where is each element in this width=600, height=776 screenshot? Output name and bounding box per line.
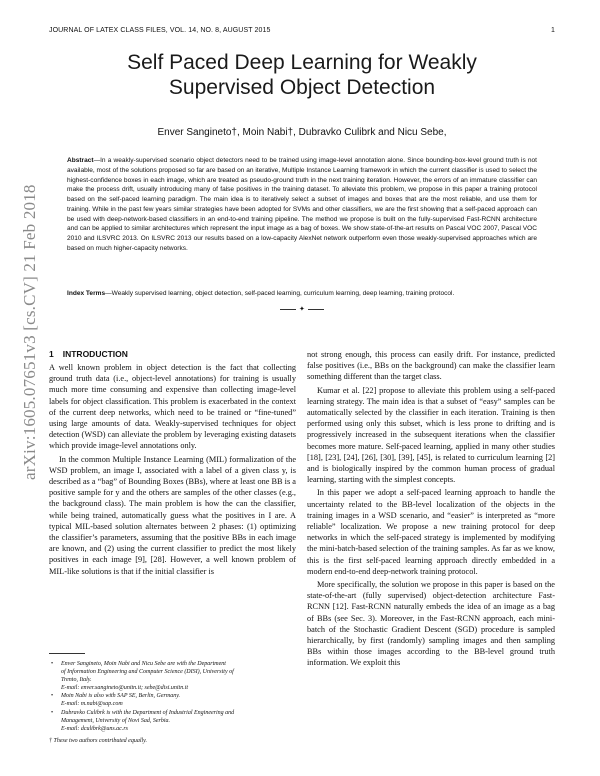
title-line-1: Self Paced Deep Learning for Weakly xyxy=(127,51,477,74)
footnotes xyxy=(49,660,296,745)
index-terms xyxy=(67,289,537,298)
arxiv-sidebar xyxy=(0,0,40,776)
section-heading-introduction xyxy=(49,349,128,359)
footnote-bullet: • xyxy=(51,693,54,700)
equal-contribution-note: † These two authors contributed equally. xyxy=(49,737,147,744)
abstract xyxy=(67,156,537,254)
footnote-line: E-mail: enver.sangineto@unitn.it; sebe@disi.unitn.it xyxy=(61,685,189,692)
body-paragraph: A well known problem in object detection is the fact that collecting ground truth data (i.e., object-level annotations) for training is usually much more time consuming and expensive than collecting image-level labels for object classification. This problem is exacerbated in the context of the current deep networks, which need to be trained or “fine-tuned” using large amounts of data. Weakly-supervised techniques for object detection (WSD) can alleviate the problem by leveraging existing datasets which provide image-level annotations only. xyxy=(49,363,296,451)
footnote-line: Moin Nabi is also with SAP SE, Berlin, Germany. xyxy=(61,693,181,700)
footnote-affiliation-2 xyxy=(49,692,296,708)
arxiv-identifier: arXiv:1605.07651v3 [cs.CV] 21 Feb 2018 xyxy=(20,184,39,480)
abstract-text: —In a weakly-supervised scenario object detectors need to be trained using image-level annotation alone. Since bounding-box-level ground truth is not available, most of the solutions proposed so far are based on an iterative, Multiple Instance Learning framework in which the current classifier is used to select the highest-confidence boxes in each image, which are treated as pseudo-ground truth in the next training iteration. However, the errors of an immature classifier can make the process drift, usually introducing many of false positives in the training dataset. To alleviate this problem, we propose in this paper a training protocol based on the self-paced learning paradigm. The main idea is to iteratively select a subset of images and boxes that are the most reliable, and use them for training. While in the past few years similar strategies have been adopted for SVMs and other classifiers, we are the first showing that a self-paced approach can be used with deep-network-based classifiers in an end-to-end training pipeline. The method we propose is built on the fully-supervised Fast-RCNN architecture and can be applied to similar architectures which represent the input image as a bag of boxes. We show state-of-the-art results on Pascal VOC 2007, Pascal VOC 2010 and ILSVRC 2013. On ILSVRC 2013 our results based on a low-capacity AlexNet network outperform even those weakly-supervised approaches which are based on much higher-capacity networks. xyxy=(67,157,537,252)
index-terms-label: Index Terms xyxy=(67,290,106,297)
left-column xyxy=(49,362,296,577)
divider-line-right xyxy=(308,309,324,310)
abstract-label: Abstract xyxy=(67,157,94,164)
body-paragraph: Kumar et al. [22] propose to alleviate this problem using a self-paced learning strategy. The main idea is that a subset of “easy” samples can be automatically selected by the classifier in each iteration. Training is then performed using only this subset, which is less prone to drifting and is progressively increased in the subsequent iterations when the classifier becomes more mature. Self-paced learning, applied in many other studies [18], [23], [24], [26], [30], [39], [45], is related to curriculum learning [2] and is biologically inspired by the common human process of gradual learning, starting with the simplest concepts. xyxy=(307,385,555,485)
right-column xyxy=(307,349,555,669)
footnote-line: of Information Engineering and Computer Science (DISI), University of xyxy=(61,669,234,676)
footnote-affiliation-1 xyxy=(49,660,296,692)
section-number: 1 xyxy=(49,349,54,359)
divider-diamond-icon: ✦ xyxy=(299,305,305,313)
body-paragraph: In this paper we adopt a self-paced learning approach to handle the uncertainty related to the BB-level localization of the objects in the training images in a WSD scenario, and “easier” is interpreted as “more reliable” localization. We propose a new training protocol for deep networks in which the self-paced strategy is implemented by modifying the mini-batch-based selection of the training samples. As far as we know, this is the first self-paced learning approach directly embedded in a modern end-to-end deep-network training protocol. xyxy=(307,488,555,576)
divider-line-left xyxy=(280,309,296,310)
journal-name: JOURNAL OF LATEX CLASS FILES, VOL. 14, NO. 8, AUGUST 2015 xyxy=(49,27,271,34)
footnote-line: Enver Sangineto, Moin Nabi and Nicu Sebe are with the Department xyxy=(61,661,226,667)
section-divider xyxy=(280,305,324,313)
index-terms-text: —Weakly supervised learning, object detection, self-paced learning, curriculum learning, deep learning, training protocol. xyxy=(105,290,455,297)
paper-title xyxy=(49,50,555,100)
page-number: 1 xyxy=(551,27,555,34)
title-line-2: Supervised Object Detection xyxy=(168,76,436,99)
body-paragraph: In the common Multiple Instance Learning (MIL) formalization of the WSD problem, an image I, associated with a label of a given class y, is described as a “bag” of Bounding Boxes (BBs), where at least one BB is a positive sample for y and the others are samples of the other classes (e.g., the background class). The main problem is how the can the classifier, while being trained, automatically guess what the positives in I are. A typical MIL-based solution alternates between 2 phases: (1) optimizing the classifier’s parameters, assuming that the positive BBs in each image are known, and (2) using the current classifier to predict the most likely positives in each image [9], [28]. However, a well known problem of MIL-like solutions is that if the initial classifier is xyxy=(49,454,296,576)
footnote-line: Trento, Italy. xyxy=(61,677,92,684)
footnote-bullet: • xyxy=(51,709,54,716)
footnote-line: E-mail: dculibrk@uns.ac.rs xyxy=(61,725,129,732)
footnote-line: Management, University of Novi Sad, Serbia. xyxy=(61,717,170,724)
footnote-line: Dubravko Culibrk is with the Department of Industrial Engineering and xyxy=(61,709,235,716)
section-title: INTRODUCTION xyxy=(62,349,128,359)
footnote-bullet: • xyxy=(51,661,54,667)
body-paragraph: not strong enough, this process can easily drift. For instance, predicted false positives (i.e., BBs on the background) can make the classifier learn something different than the target class. xyxy=(307,350,555,382)
author-list: Enver Sangineto†, Moin Nabi†, Dubravko Culibrk and Nicu Sebe, xyxy=(157,127,447,138)
footnote-affiliation-3 xyxy=(49,709,296,733)
footnote-line: E-mail: m.nabi@sap.com xyxy=(61,701,123,708)
body-paragraph: More specifically, the solution we propose in this paper is based on the state-of-the-art (fully supervised) object-detection architecture Fast-RCNN [12]. Fast-RCNN naturally embeds the idea of an image as a bag of BBs (see Sec. 3). Moreover, in the Fast-RCNN approach, each mini-batch of the Stochastic Gradient Descent (SGD) procedure is sampled hierarchically, by first (randomly) sampling images and then sampling BBs within those images according to the BB-level ground truth information. We exploit this xyxy=(307,580,555,668)
footnote-rule xyxy=(49,653,85,654)
